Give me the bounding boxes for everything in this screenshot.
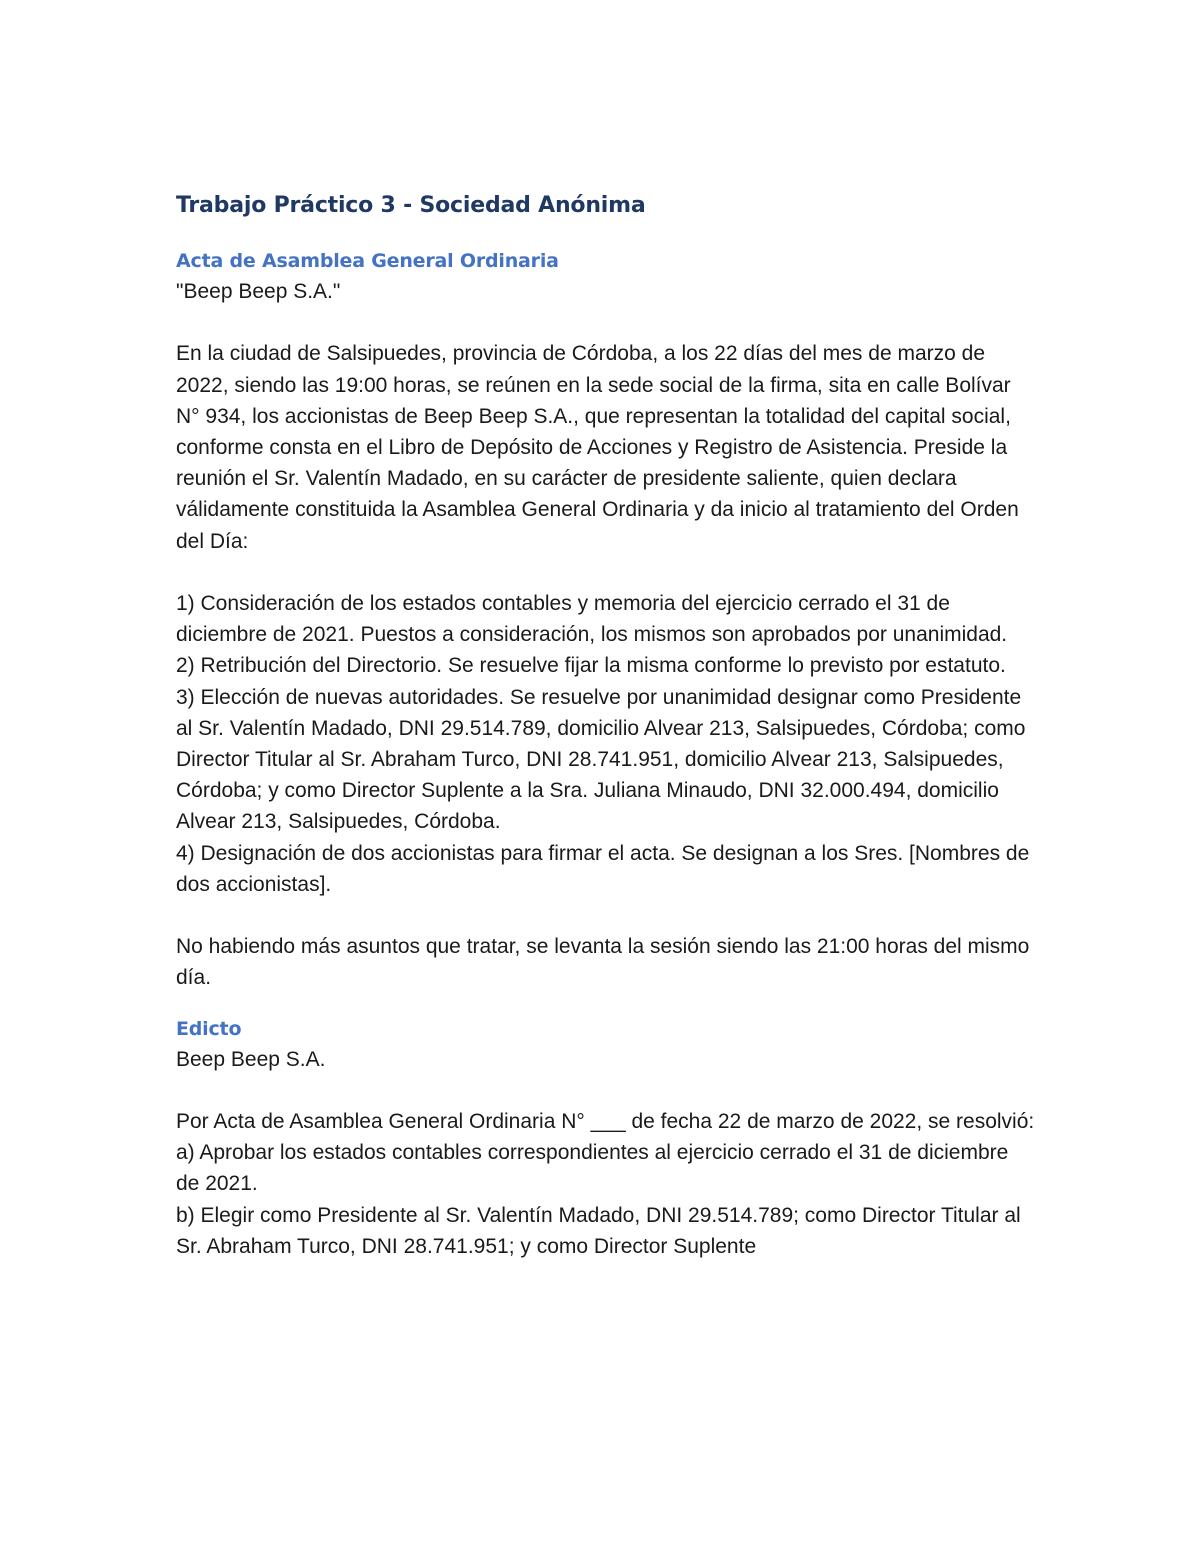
edicto-company: Beep Beep S.A. — [176, 1047, 326, 1071]
edicto-item-a: a) Aprobar los estados contables correspondientes al ejercicio cerrado el 31 de diciembre de 2021. — [176, 1141, 1009, 1196]
acta-item-2: 2) Retribución del Directorio. Se resuelve fijar la misma conforme lo previsto por estatuto. — [176, 654, 1006, 678]
spacer — [176, 900, 1036, 931]
document-title: Trabajo Práctico 3 - Sociedad Anónima — [176, 193, 646, 218]
acta-item-1: 1) Consideración de los estados contables y memoria del ejercicio cerrado el 31 de diciembre de 2021. Puestos a consideración, los mismos son aprobados por unanimidad. — [176, 592, 1008, 647]
spacer — [176, 994, 1036, 1014]
acta-intro: En la ciudad de Salsipuedes, provincia de Córdoba, a los 22 días del mes de marzo de 2022, siendo las 19:00 horas, se reúnen en la sede social de la firma, sita en calle Bolívar N° 934, los accionistas de Beep Beep S.A., que representan la totalidad del capital social, conforme consta en el Libro de Depósito de Acciones y Registro de Asistencia. Preside la reunión el Sr. Valentín Madado, en su carácter de presidente saliente, quien declara válidamente constituida la Asamblea General Ordinaria y da inicio al tratamiento del Orden del Día: — [176, 342, 1019, 553]
acta-company: "Beep Beep S.A." — [176, 280, 341, 303]
acta-item-4: 4) Designación de dos accionistas para firmar el acta. Se designan a los Sres. [Nombres de dos accionistas]. — [176, 841, 1030, 896]
document-page — [176, 190, 1036, 1262]
acta-heading: Acta de Asamblea General Ordinaria — [176, 250, 559, 272]
edicto-intro: Por Acta de Asamblea General Ordinaria N° ___ de fecha 22 de marzo de 2022, se resolvió: — [176, 1110, 1035, 1134]
spacer — [176, 307, 1036, 338]
spacer — [176, 557, 1036, 588]
spacer — [176, 1075, 1036, 1106]
edicto-item-b: b) Elegir como Presidente al Sr. Valentín Madado, DNI 29.514.789; como Director Titular al Sr. Abraham Turco, DNI 28.741.951; y como Director Suplente — [176, 1203, 1021, 1258]
edicto-heading: Edicto — [176, 1017, 242, 1040]
acta-closing: No habiendo más asuntos que tratar, se levanta la sesión siendo las 21:00 horas del mismo día. — [176, 935, 1030, 990]
acta-item-3: 3) Elección de nuevas autoridades. Se resuelve por unanimidad designar como Presidente al Sr. Valentín Madado, DNI 29.514.789, domicilio Alvear 213, Salsipuedes, Córdoba; como Director Titular al Sr. Abraham Turco, DNI 28.741.951, domicilio Alvear 213, Salsipuedes, Córdoba; y como Director Suplente a la Sra. Juliana Minaudo, DNI 32.000.494, domicilio Alvear 213, Salsipuedes, Córdoba. — [176, 685, 1026, 834]
